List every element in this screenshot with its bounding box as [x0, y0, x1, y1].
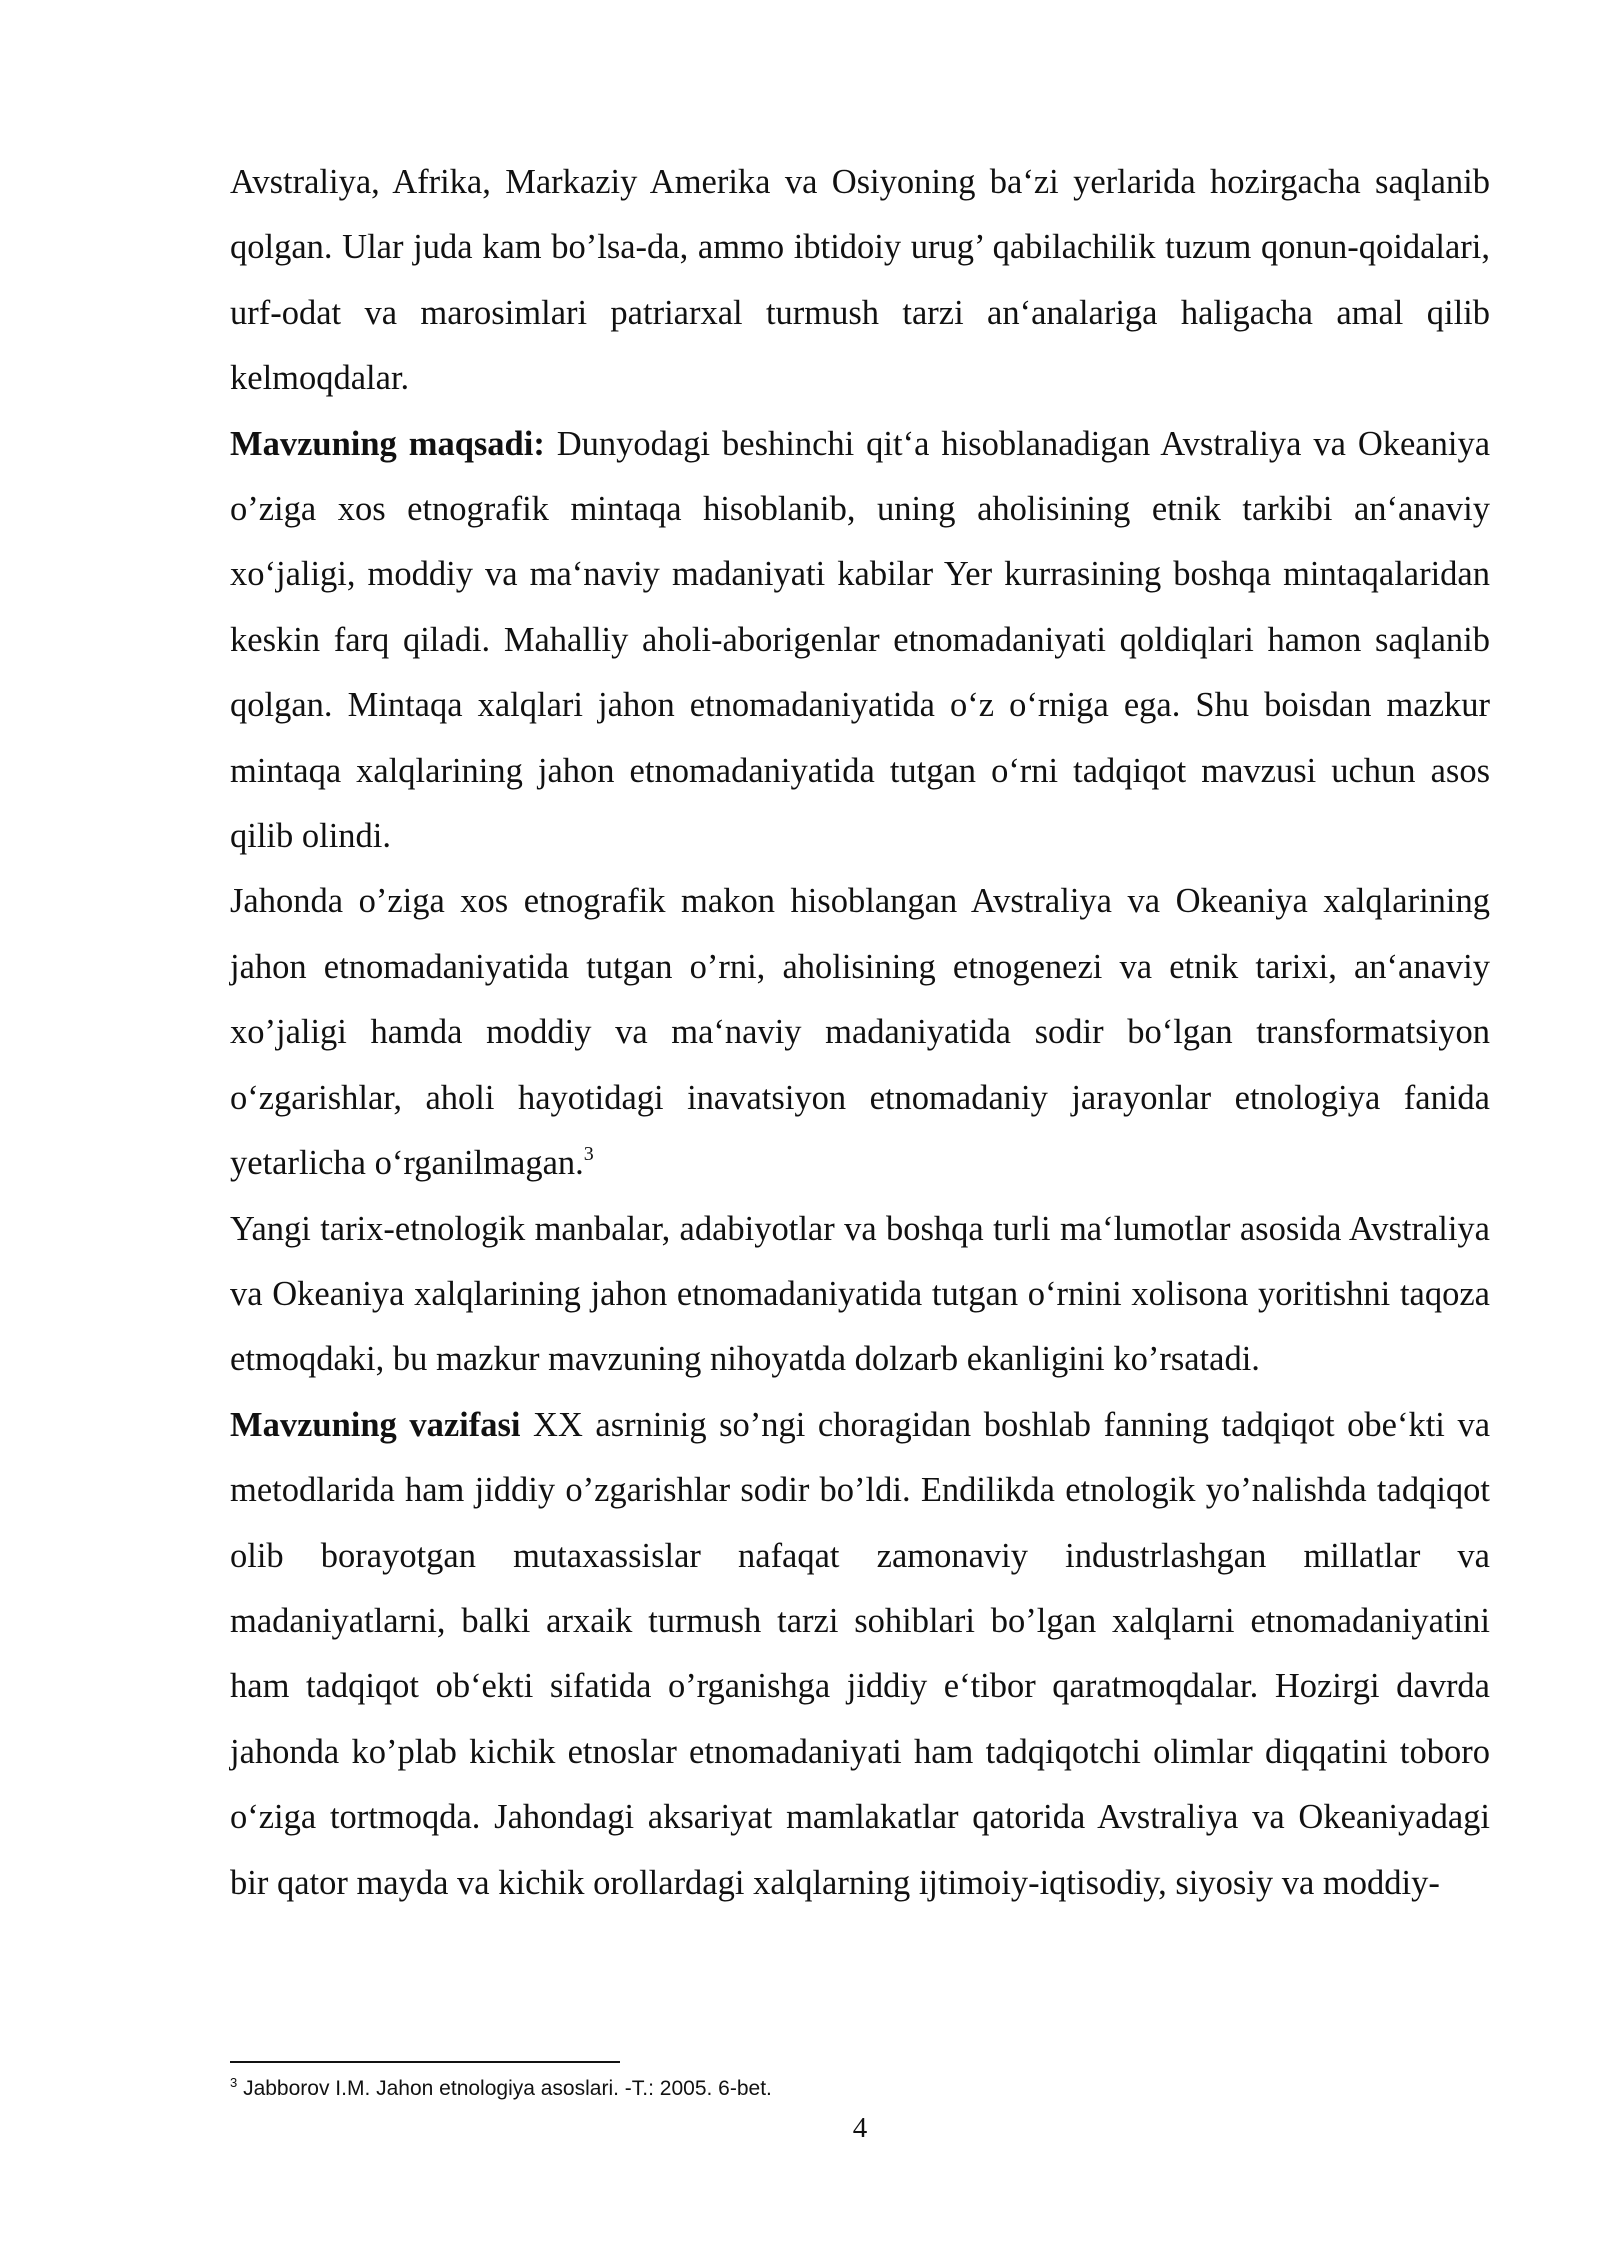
- footnote-reference[interactable]: 3: [583, 1143, 594, 1166]
- footnote: [230, 2074, 1490, 2104]
- page-number: 4: [852, 2112, 868, 2144]
- paragraph-text: XX asrninig so’ngi choragidan boshlab fanning tadqiqot obe‘kti va metodlarida ham jiddiy o’zgarishlar sodir bo’ldi. Endilikda etnologik yo’nalishda tadqiqot olib borayotgan mutaxassislar nafaqat zamonaviy industrlashgan millatlar va madaniyatlarni, balki arxaik turmush tarzi sohiblari bo’lgan xalqlarni etnomadaniyatini ham tadqiqot ob‘ekti sifatida o’rganishga jiddiy e‘tibor qaratmoqdalar. Hozirgi davrda jahonda ko’plab kichik etnoslar etnomadaniyati ham tadqiqotchi olimlar diqqatini toboro o‘ziga tortmoqda. Jahondagi aksariyat mamlakatlar qatorida Avstraliya va Okeaniyadagi bir qator mayda va kichik orollardagi xalqlarning ijtimoiy-iqtisodiy, siyosiy va moddiy-: [230, 1405, 1491, 1902]
- paragraph-text: Dunyodagi beshinchi qit‘a hisoblanadigan Avstraliya va Okeaniya o’ziga xos etnografik mintaqa hisoblanib, uning aholisining etnik tarkibi an‘anaviy xo‘jaligi, moddiy va ma‘naviy madaniyati kabilar Yer kurrasining boshqa mintaqalaridan keskin farq qiladi. Mahalliy aholi-aborigenlar etnomadaniyati qoldiqlari hamon saqlanib qolgan. Mintaqa xalqlari jahon etnomadaniyatida o‘z o‘rniga ega. Shu boisdan mazkur mintaqa xalqlarining jahon etnomadaniyatida tutgan o‘rni tadqiqot mavzusi uchun asos qilib olindi.: [230, 424, 1491, 856]
- paragraph-heading-purpose: Mavzuning maqsadi:: [230, 424, 545, 463]
- body-text: [230, 150, 1490, 1916]
- footnote-number: 3: [230, 2075, 238, 2090]
- footnote-separator: [230, 2061, 620, 2063]
- paragraph-heading-task: Mavzuning vazifasi: [230, 1405, 521, 1444]
- footnote-text: Jabborov I.M. Jahon etnologiya asoslari. -T.: 2005. 6-bet.: [237, 2077, 772, 2100]
- paragraph-purpose: [230, 412, 1490, 870]
- paragraph-text: Yangi tarix-etnologik manbalar, adabiyotlar va boshqa turli ma‘lumotlar asosida Avstraliya va Okeaniya xalqlarining jahon etnomadaniyatida tutgan o‘rnini xolisona yoritishni taqoza etmoqdaki, bu mazkur mavzuning nihoyatda dolzarb ekanligini ko’rsatadi.: [230, 1209, 1490, 1379]
- paragraph-relevance: [230, 1197, 1490, 1393]
- paragraph-text: Jahonda o’ziga xos etnografik makon hisoblangan Avstraliya va Okeaniya xalqlarining jahon etnomadaniyatida tutgan o’rni, aholisining etnogenezi va etnik tarixi, an‘anaviy xo’jaligi hamda moddiy va ma‘naviy madaniyatida sodir bo‘lgan transformatsiyon o‘zgarishlar, aholi hayotidagi inavatsiyon etnomadaniy jarayonlar etnologiya fanida yetarlicha o‘rganilmagan.: [230, 882, 1490, 1183]
- paragraph-intro-continuation: [230, 150, 1490, 412]
- paragraph-text: Avstraliya, Afrika, Markaziy Amerika va Osiyoning ba‘zi yerlarida hozirgacha saqlanib qolgan. Ular juda kam bo’lsa-da, ammo ibtidoiy urug’ qabilachilik tuzum qonun-qoidalari, urf-odat va marosimlari patriarxal turmush tarzi an‘analariga haligacha amal qilib kelmoqdalar.: [230, 163, 1490, 398]
- paragraph-task: [230, 1393, 1490, 1916]
- paragraph-research-gap: [230, 869, 1490, 1196]
